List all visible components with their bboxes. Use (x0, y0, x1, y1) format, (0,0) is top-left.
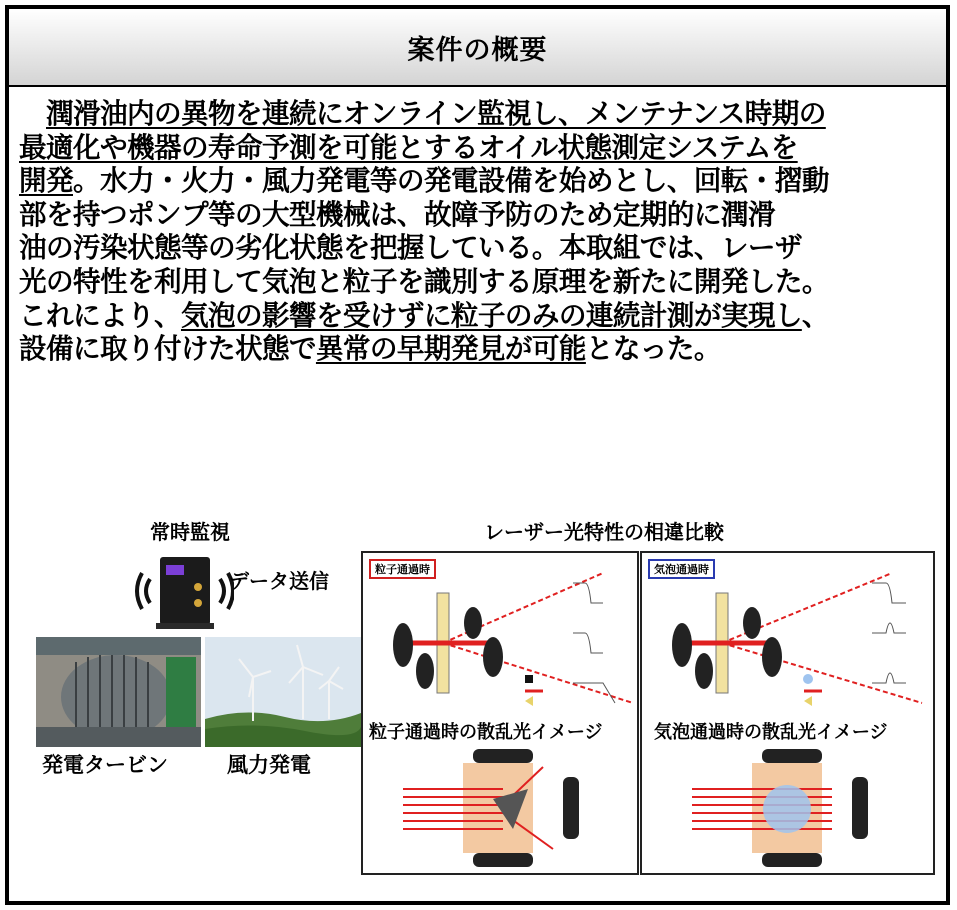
monitor-label: 常時監視 (150, 520, 230, 544)
text-line-5: 油の汚染状態等の劣化状態を把握している。本取組では、レーザ (19, 231, 802, 265)
particle-tag: 粒子通過時 (369, 559, 436, 579)
underlined-phrase: 異常の早期発見が可能 (315, 332, 586, 366)
monitor-device-icon (134, 549, 234, 637)
underlined-phrase: 気泡の影響を受けずに粒子のみの連続計測が実現し (180, 298, 802, 332)
text-line-7: これにより、気泡の影響を受けずに粒子のみの連続計測が実現し、 (19, 298, 829, 332)
page-title: 案件の概要 (407, 34, 548, 66)
bubble-tag: 気泡通過時 (648, 559, 715, 579)
overview-frame (5, 5, 950, 905)
underlined-phrase: 開発 (19, 164, 73, 198)
turbine-photo (36, 637, 201, 747)
underlined-phrase: 潤滑油内の異物を連続にオンライン監視し、メンテナンス時期の (46, 97, 826, 130)
compare-title: レーザー光特性の相違比較 (484, 520, 724, 544)
particle-panel (361, 551, 639, 875)
system-figure (9, 513, 946, 898)
bubble-panel (640, 551, 935, 875)
turbine-label: 発電タービン (42, 753, 168, 777)
text-line-2 (19, 131, 939, 165)
wind-turbine-photo (205, 637, 361, 747)
text-line-6: 光の特性を利用して気泡と粒子を識別する原理を新たに開発した。 (19, 264, 829, 298)
particle-caption: 粒子通過時の散乱光イメージ (369, 722, 603, 743)
text-line-4: 部を持つポンプ等の大型機械は、故障予防のため定期的に潤滑 (19, 197, 775, 231)
text-line-8: 設備に取り付けた状態で異常の早期発見が可能となった。 (19, 332, 721, 366)
summary-text (19, 97, 939, 366)
particle-diagram (363, 553, 637, 723)
wind-label: 風力発電 (227, 753, 311, 777)
bubble-caption: 気泡通過時の散乱光イメージ (654, 722, 888, 743)
bubble-diagram (642, 553, 933, 723)
header-bar (9, 9, 946, 87)
bubble-scatter-image (692, 749, 892, 867)
text-line-3: 開発。水力・火力・風力発電等の発電設備を始めとし、回転・摺動 (19, 164, 829, 198)
data-send-label: データ送信 (229, 569, 329, 593)
underlined-phrase: 最適化や機器の寿命予測を可能とするオイル状態測定システムを (19, 130, 798, 164)
text-line-1 (19, 97, 939, 131)
particle-scatter-image (403, 749, 603, 867)
